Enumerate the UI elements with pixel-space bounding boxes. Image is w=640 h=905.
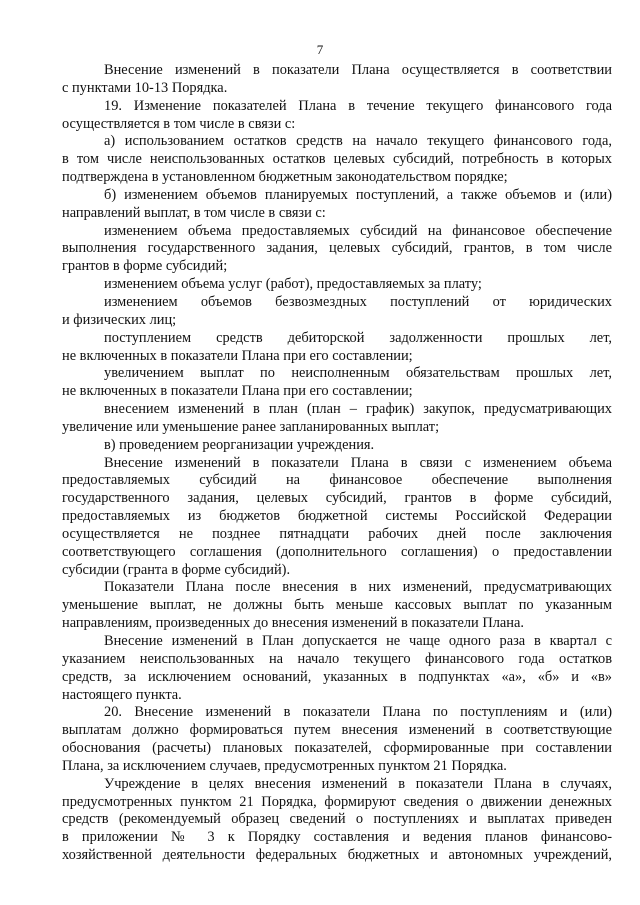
text-line: выполнения государственного задания, целевых субсидий, грантов, в том числе bbox=[62, 240, 612, 257]
text-line: направлений выплат, в том числе в связи с: bbox=[62, 204, 326, 221]
text-line: в приложении № 3 к Порядку составления и ведения планов финансово- bbox=[62, 829, 612, 846]
text-line: а) использованием остатков средств на начало текущего финансового года, bbox=[104, 133, 612, 150]
text-line: предоставляемых субсидий на финансовое обеспечение выполнения bbox=[62, 472, 612, 489]
text-line: увеличение или уменьшение ранее запланированных выплат; bbox=[62, 418, 440, 435]
text-line: предусмотренных пунктом 21 Порядка, формируют сведения о движении денежных bbox=[62, 793, 612, 810]
text-line: Внесение изменений в показатели Плана в связи с изменением объема bbox=[104, 454, 612, 471]
text-line: и физических лиц; bbox=[62, 311, 177, 328]
text-line: уменьшение выплат, не должны быть меньше кассовых выплат по указанным bbox=[62, 597, 612, 614]
text-line: Плана, за исключением случаев, предусмотренных пунктом 21 Порядка. bbox=[62, 757, 507, 774]
text-line: Показатели Плана после внесения в них изменений, предусматривающих bbox=[104, 579, 612, 596]
text-line: соответствующего соглашения (дополнительного соглашения) о предоставлении bbox=[62, 543, 612, 560]
text-line: б) изменением объемов планируемых поступлений, а также объемов и (или) bbox=[104, 186, 612, 203]
text-line: государственного задания, целевых субсидий, грантов в форме субсидий, bbox=[62, 490, 612, 507]
text-line: осуществляется не позднее пятнадцати рабочих дней после заключения bbox=[62, 525, 612, 542]
text-line: обоснования (расчеты) плановых показателей, сформированные при составлении bbox=[62, 740, 612, 757]
text-line: средств, за исключением оснований, указанных в подпунктах «а», «б» и «в» bbox=[62, 668, 612, 685]
text-line: изменением объемов безвозмездных поступлений от юридических bbox=[104, 293, 612, 310]
text-line: Внесение изменений в План допускается не чаще одного раза в квартал с bbox=[104, 633, 612, 649]
document-body bbox=[62, 62, 612, 865]
text-line: средств (рекомендуемый образец сведений о поступлениях и выплатах приведен bbox=[62, 811, 612, 828]
text-line: предоставляемых из бюджетов бюджетной системы Российской Федерации bbox=[62, 508, 612, 525]
text-line: 19. Изменение показателей Плана в течение текущего финансового года bbox=[104, 97, 612, 114]
text-line: выплатам должно формироваться путем внесения изменений в соответствующие bbox=[62, 722, 612, 739]
text-line: с пунктами 10-13 Порядка. bbox=[62, 79, 228, 96]
text-line: внесением изменений в план (план – график) закупок, предусматривающих bbox=[104, 401, 612, 418]
text-line: изменением объема услуг (работ), предоставляемых за плату; bbox=[104, 276, 482, 293]
text-line: не включенных в показатели Плана при его составлении; bbox=[62, 383, 413, 400]
text-line: Внесение изменений в показатели Плана осуществляется в соответствии bbox=[104, 62, 612, 78]
page-number: 7 bbox=[316, 42, 324, 57]
text-line: 20. Внесение изменений в показатели Плана по поступлениям и (или) bbox=[104, 704, 612, 721]
text-line: Учреждение в целях внесения изменений в показатели Плана в случаях, bbox=[104, 775, 612, 792]
text-line: настоящего пункта. bbox=[62, 686, 182, 703]
text-line: в том числе неиспользованных остатков целевых субсидий, потребность в которых bbox=[62, 151, 612, 168]
text-line: указанием неиспользованных на начало текущего финансового года остатков bbox=[62, 650, 612, 667]
text-line: не включенных в показатели Плана при его составлении; bbox=[62, 347, 413, 364]
text-line: в) проведением реорганизации учреждения. bbox=[104, 436, 375, 453]
text-line: направлениям, произведенных до внесения изменений в показатели Плана. bbox=[62, 615, 524, 632]
text-line: изменением объема предоставляемых субсидий на финансовое обеспечение bbox=[104, 222, 612, 239]
text-line: субсидии (гранта в форме субсидий). bbox=[62, 561, 291, 578]
text-line: подтверждена в установленном бюджетным законодательством порядке; bbox=[62, 169, 508, 186]
text-line: хозяйственной деятельности федеральных бюджетных и автономных учреждений, bbox=[62, 847, 612, 864]
text-line: увеличением выплат по неисполненным обязательствам прошлых лет, bbox=[104, 365, 612, 382]
text-line: грантов в форме субсидий; bbox=[62, 258, 228, 275]
text-line: поступлением средств дебиторской задолженности прошлых лет, bbox=[104, 329, 612, 346]
text-line: осуществляется в том числе в связи с: bbox=[62, 115, 296, 132]
